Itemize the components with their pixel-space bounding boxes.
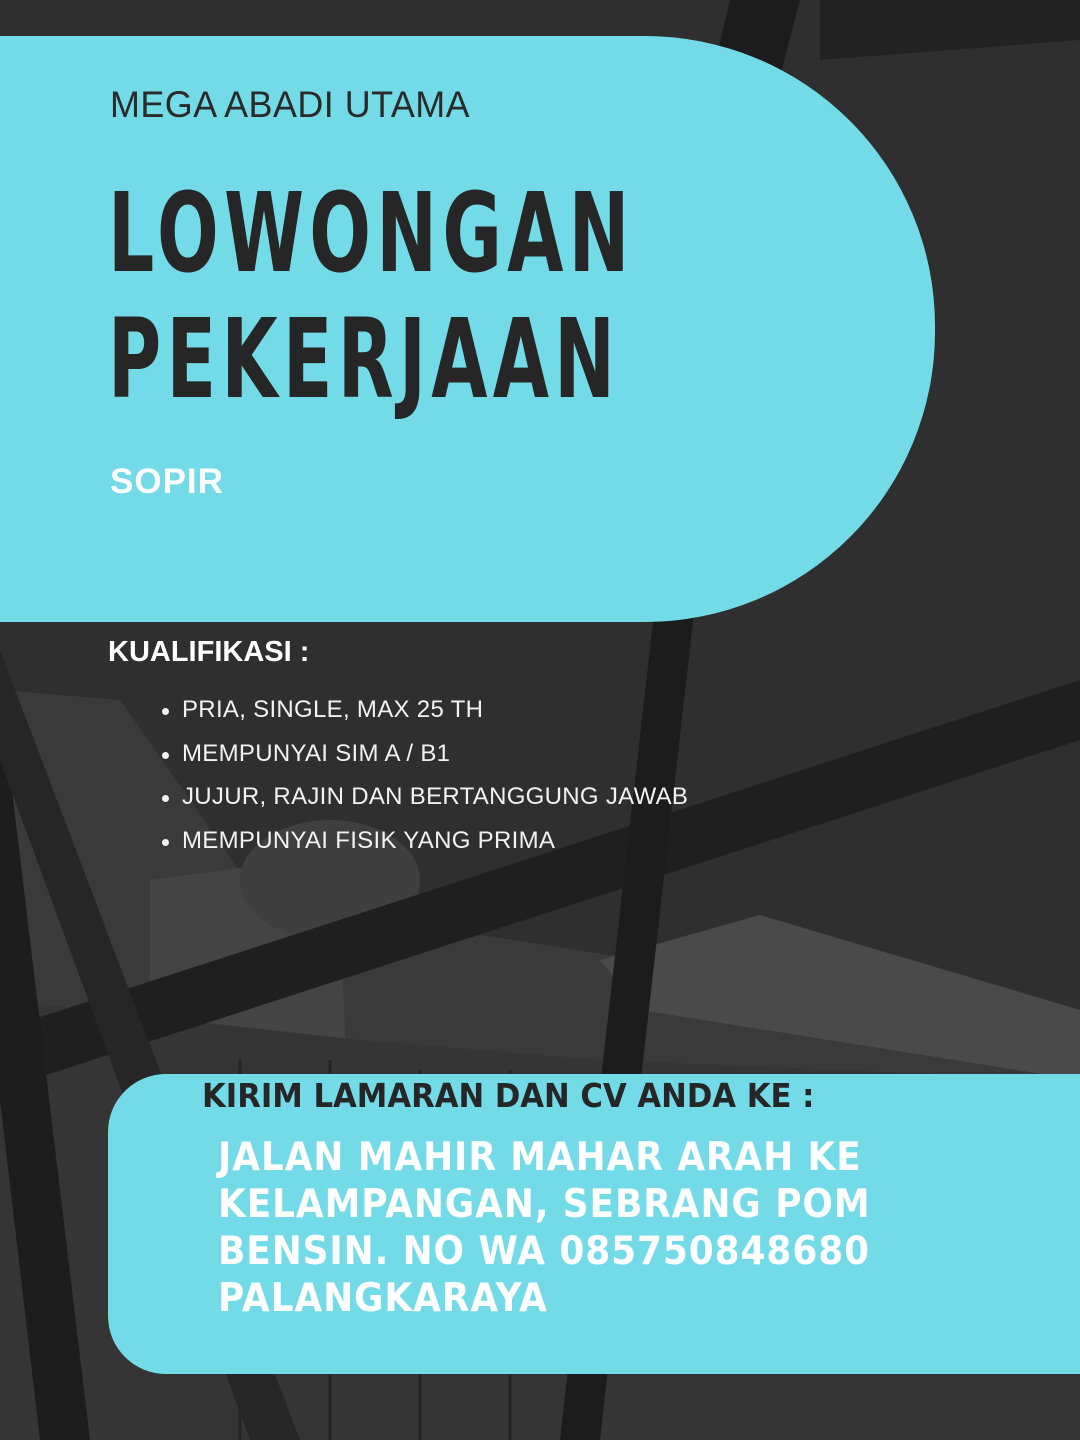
list-item-text: MEMPUNYAI SIM A / B1 xyxy=(182,739,451,767)
list-item xyxy=(160,696,688,740)
address-line: JALAN MAHIR MAHAR ARAH KE xyxy=(218,1135,862,1180)
title-line-1: LOWONGAN xyxy=(108,169,635,297)
qualifications-list xyxy=(160,696,688,870)
bullet-icon xyxy=(162,795,169,802)
page-title xyxy=(108,170,635,422)
application-address xyxy=(218,1134,972,1322)
title-line-2: PEKERJAAN xyxy=(108,295,621,423)
company-name: MEGA ABADI UTAMA xyxy=(110,84,471,125)
list-item xyxy=(160,740,688,784)
bullet-icon xyxy=(162,839,169,846)
list-item xyxy=(160,783,688,827)
list-item-text: JUJUR, RAJIN DAN BERTANGGUNG JAWAB xyxy=(182,783,689,810)
bullet-icon xyxy=(162,708,169,715)
list-item xyxy=(160,827,688,871)
job-position: SOPIR xyxy=(110,462,224,501)
address-line: BENSIN. NO WA 085750848680 xyxy=(218,1229,870,1274)
list-item-text: PRIA, SINGLE, MAX 25 TH xyxy=(182,696,484,723)
address-line: PALANGKARAYA xyxy=(218,1276,548,1321)
qualifications-heading: KUALIFIKASI : xyxy=(108,636,310,668)
bullet-icon xyxy=(162,752,169,759)
list-item-text: MEMPUNYAI FISIK YANG PRIMA xyxy=(182,826,556,854)
address-line: KELAMPANGAN, SEBRANG POM xyxy=(218,1182,871,1227)
application-heading: KIRIM LAMARAN DAN CV ANDA KE : xyxy=(202,1076,815,1115)
